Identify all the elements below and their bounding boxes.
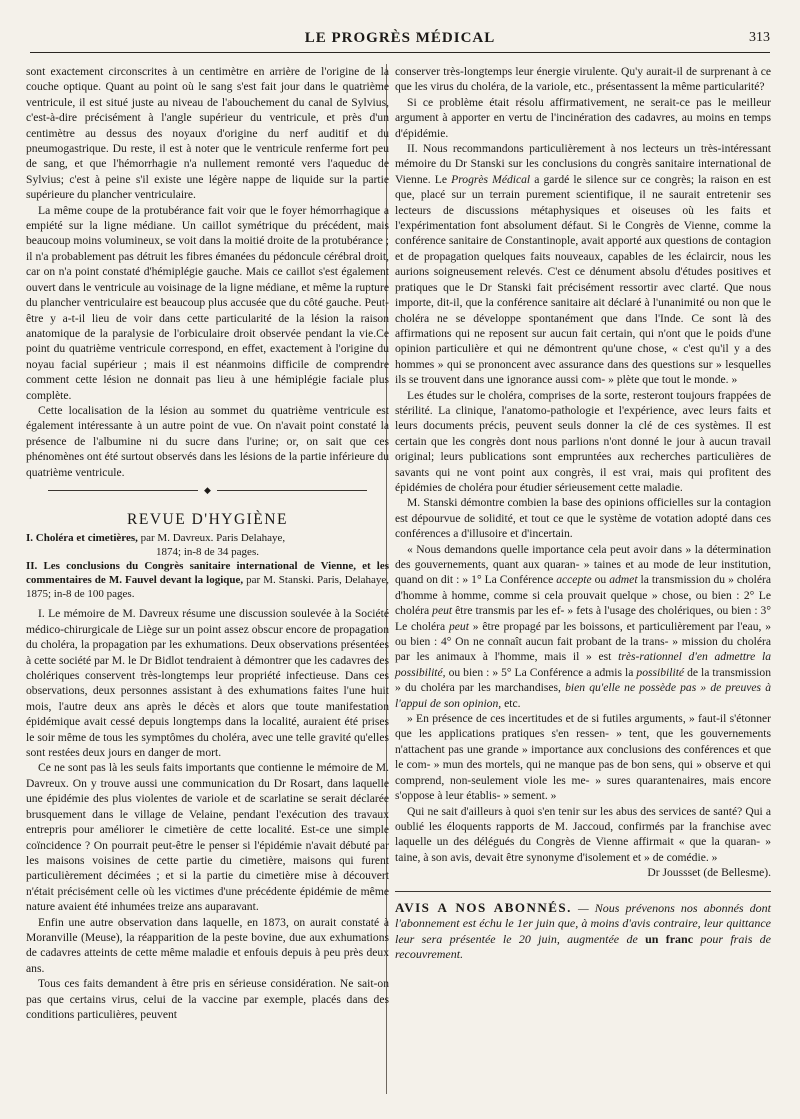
left-column [26,64,389,1022]
paragraph: Cette localisation de la lésion au sommet du quatrième ventricule est également intéressante à un autre point de vue. On n'avait point constaté la présence de l'albumine ni du sucre dans l'urine; or, on sait que ces phénomènes ont été surtout observés dans les lésions de la partie inférieure du quatrième ventricule. [26,403,389,479]
text-run: possibilité [636,665,685,679]
paragraph: conserver très-longtemps leur énergie virulente. Qu'y aurait-il de surprenant à ce que les virus du choléra, de la variole, etc., présentassent la même particularité? [395,65,771,94]
text-run: pour frais de recouvrement. [395,931,771,962]
notice-heading: AVIS A NOS ABONNÉS. [395,899,572,915]
paragraph: Ce ne sont pas là les seuls faits importants que contienne le mémoire de M. Davreux. On y trouve aussi une communication du Dr Rosart, dans laquelle une épidémie des plus violentes de variole et de scarlatine se serait déclarée brusquement dans le village de Velaine, pendant l'exécution des travaux entrepris pour améliorer le cimetière de cette localité. Est-ce une simple coïncidence ? On pourrait peut-être le penser si l'épidémie n'avait débuté par les maisons voisines de cette partie du cimetière, maisons qui furent particulièrement décimées ; et si la partie du cimetière mise à découvert n'était précisément celle où les victimes d'une précédente épidémie de même nature avaient été inhumées treize ans auparavant. [26,761,389,914]
section-title: REVUE D'HYGIÈNE [127,511,288,529]
text-run: » être propagé par les boissons, et particulièrement par l'eau, » ou bien : 4° On ne connaît aucun fait probant de la trans- » mission du choléra par les animaux à l'homme, mais il » est [395,619,771,664]
section-divider: ◆ [26,482,389,498]
paragraph: La même coupe de la protubérance fait voir que le foyer hémorrhagique a empiété sur la ligne médiane. Un caillot symétrique du précédent, mais beaucoup moins volumineux, se voit dans la moitié droite de la protubérance ; il n'a probablement pas détruit les fibres émanées du pédoncule cérébral droit, car on n'a point constaté d'hémiplégie gauche. Mais ce caillot s'est également ouvert dans le ventricule au voisinage de la ligne médiane, et même la rupture du plancher ventriculaire est beaucoup plus accusée que du côté gauche. Peut-être y a-t-il lieu de voir dans cette particularité de la lésion la raison anatomique de la paralysie de l'orbiculaire droit observée pendant la vie.Ce point du quatrième ventricule correspond, en effet, exactement à l'origine du noyau facial supérieur ; mais il est néanmoins difficile de comprendre comment cette lésion ne donnait pas lieu à une hémiplégie faciale plus complète. [26,203,389,402]
paragraph: Enfin une autre observation dans laquelle, en 1873, on aurait constaté à Moranville (Meuse), la réapparition de la peste bovine, due aux exhumations de cadavres atteints de cette même maladie et enfouis depuis à peu près deux ans. [26,915,389,975]
text-run: II. Nous recommandons particulièrement à nos lecteurs un très-intéressant mémoire du Dr Stanski sur les conclusions du congrès sanitaire international de Vienne. Le [395,142,771,186]
text-run: — Nous prévenons nos abonnés dont l'abonnement est échu le 1er juin que, à moins d'avis contraire, leur quittance leur sera présentée le 20 juin, augmentée de [395,900,771,946]
text-run: la transmission du » choléra d'homme à homme, comme si cela prouvait quelque » chose, ou bien : 2° Le choléra [395,573,771,618]
text-run: très-rationnel d'en admettre la possibilité, [395,650,771,679]
text-run: être transmis par les ef- » fets à l'usage des cholériques, ou bien : 3° Le choléra [395,604,771,633]
biblio-title: I. Choléra et cimetières, [26,532,138,545]
paragraph: Si ce problème était résolu affirmativement, ne serait-ce pas le meilleur argument à apporter en vertu de l'incinération des cadavres, au moins en temps d'épidémie. [395,95,771,140]
text-run: admet [609,573,638,587]
text-run: un franc [645,931,694,946]
text-run: ou bien : » 5° La Conférence a admis la [445,665,637,679]
biblio-publisher: par M. Davreux. Paris Delahaye, [137,532,286,545]
bibliography-entry-2 [26,559,389,601]
text-run: « Nous demandons quelle importance cela peut avoir dans » la détermination des gouvernements, quant aux quaran- » taines et au mode de leur institution, quand on dit : » 1° La Conférence [395,542,771,587]
paragraph: sont exactement circonscrites à un centimètre en arrière de l'origine de la couche optique. Quant au point où le sang s'est fait jour dans le quatrième ventricule, il est situé juste au niveau de l'abouchement du canal de Sylvius, c'est-à-dire précisément à l'angle supérieur du ventricule, et près d'un centimètre au dessus des noyaux d'origine du nerf auditif et du pneumogastrique. Du reste, il est à noter que le ventricule renferme fort peu de sang, et que l'hémorrhagie n'a nullement remonté vers l'aqueduc de Sylvius; c'est à peine s'il existe une légère nappe de liquide sur la partie supérieure du plancher ventriculaire. [26,65,389,202]
paragraph: Tous ces faits demandent à être pris en sérieuse considération. Ne sait-on pas que certains virus, celui de la vaccine par exemple, placés dans des conditions particulières, peuvent [26,977,389,1021]
text-run: ou [591,573,610,587]
text-run: etc. [501,696,521,710]
page-number: 313 [749,30,770,45]
quotation [395,542,771,711]
biblio-publisher: par M. Stanski. Paris, Delahaye, 1875; in-8 de 100 pages. [26,574,390,601]
text-run: peut [432,604,453,618]
paragraph: Qui ne sait d'ailleurs à quoi s'en tenir sur les abus des services de santé? Qui a oublié les éloquents rapports de M. Jaccoud, confirmés par la franchise avec laquelle un des délégués du Congrès de Vienne affirmait « que la quaran- » taine, à son avis, devait être synonyme d'isolement et » de comédie. » [395,804,771,864]
subscriber-notice [395,891,771,963]
biblio-details: 1874; in-8 de 34 pages. [156,546,259,559]
paragraph [395,141,771,388]
quotation: » En présence de ces incertitudes et de si futiles arguments, » faut-il s'étonner que les applications pratiques s'en ressen- » tent, que les gouvernements n'attachent pas une grande » importance aux conclusions des conférences et que le com- » mun des mortels, qui ne manque pas de bon sens, qui » observe et qui comprend, non-seulement viole les me- » sures quarantenaires, mais encore s'oppose à leur établis- » sement. » [395,712,771,803]
page-header [30,30,770,53]
paragraph: I. Le mémoire de M. Davreux résume une discussion soulevée à la Société médico-chirurgicale de Liège sur un point assez obscur encore de propagation du choléra, la propagation par les exhumations. Deux observations présentées à cette société par M. le Dr Bidlot tendraient à démontrer que les cadavres des cholériques conservent très-longtemps leur propriété infectieuse. Dans ces observations, deux personnes assistant à des exhumations faites l'une huit mois, l'autre deux ans après le décès et alors que toute manifestation épidémique avait cessé depuis longtemps dans la localité, auraient été prises le soir même de tous les symptômes du choléra, avec une telle gravité qu'elles sont restées deux jours en danger de mort. [26,607,389,760]
text-run: bien qu'elle ne possède pas » de preuves à l'appui de son opinion, [395,681,771,710]
paragraph: Les études sur le choléra, comprises de la sorte, resteront toujours frappées de stérilité. La clinique, l'anatomo-pathologie et l'expérience, avec leurs faits et leurs documents précis, peuvent seuls donner la clé de ces systèmes. Il est certain que les congrès dont nous parlions n'ont donné le jour à aucun travail original; leurs publications sont empruntées aux recherches particulières de savants qui ne vont point aux congrès, il est vrai, mais qui profitent des épidémies de choléra pour étudier sérieusement cette maladie. [395,388,771,494]
journal-name: Progrès Médical [451,172,531,186]
text-run: peut [448,619,469,633]
biblio-title: II. Les conclusions du Congrès sanitaire international de Vienne, et les commentaires de M. Fauvel devant la logique, [26,560,389,587]
journal-title: LE PROGRÈS MÉDICAL [304,30,496,46]
text-run: accepte [556,573,592,587]
text-run: de la transmission » du choléra par les marchandises, [395,665,771,695]
text-run: a gardé le silence sur ce congrès; la raison en est que, placé sur un terrain purement scientifique, il ne saurait entretenir ses lecteurs de discussions métaphysiques et oiseuses où les faits et l'expérimentation font absolument défaut. Si le Congrès de Vienne, comme la conférence sanitaire de Constantinople, avait apporté aux questions de contagion et de propagation quelques faits nouveaux, capables de les éclaircir, nous les aurions soigneusement relevés. C'est ce dénument absolu d'études positives et pratiques que le Dr Stanski fait précisément ressortir avec clarté. Que nous importe, dit-il, que la conférence sanitaire ait déclaré à l'unanimité ou non que le choléra ne se développe spontanément que dans l'Inde. Ce sont là des affirmations qui ne reposent sur aucun fait certain, qui n'ont que le poids d'une opinion particulière et qui ne démontrent qu'une chose, « c'est qu'il y a des hommes » qui se prononcent avec assurance dans des questions sur » lesquelles ils se trouvent dans une ignorance aussi com- » plète que tout le monde. » [395,172,772,387]
bibliography-entry-1 [26,531,389,559]
right-column [395,64,771,963]
paragraph: M. Stanski démontre combien la base des opinions officielles sur la contagion est dépourvue de solidité, et tout ce que le système de votation adopté dans ces conférences a d'illusoire et d'incertain. [395,496,771,541]
author-signature: Dr Joussset (de Bellesme). [647,866,771,880]
